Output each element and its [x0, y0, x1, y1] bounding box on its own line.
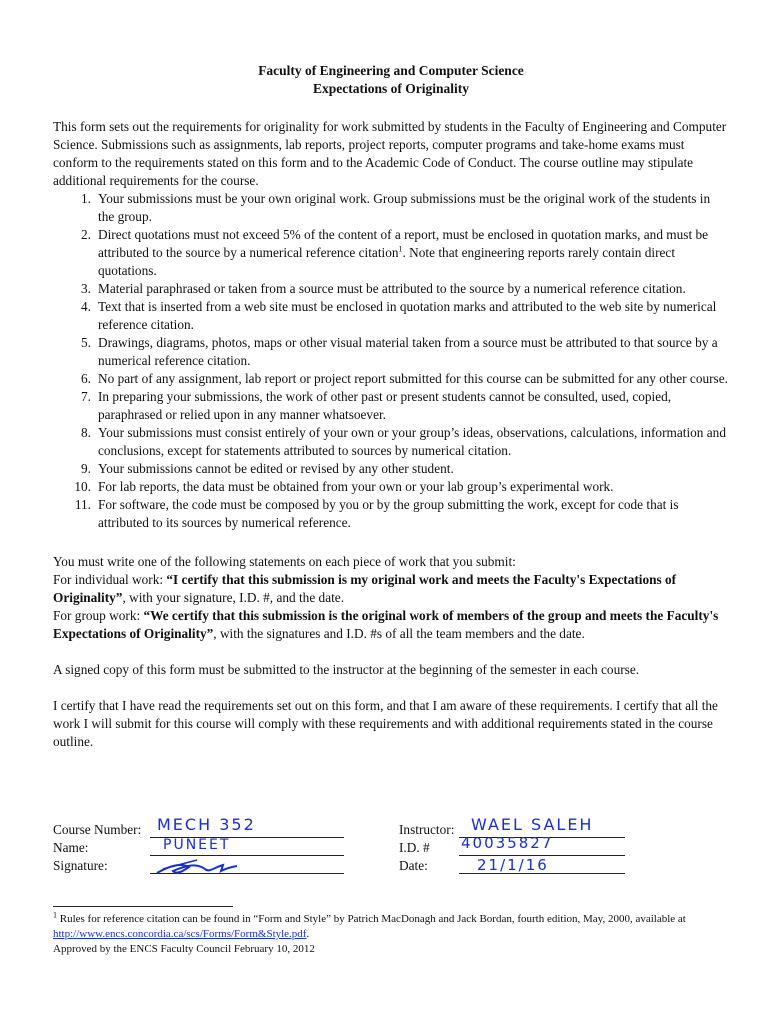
name-handwriting: PUNEET	[163, 837, 231, 853]
date-label: Date:	[399, 858, 428, 873]
list-item: 7. In preparing your submissions, the work of other past or present students cannot be consulted, used, copied, paraphrased or relied upon in any manner whatsoever.	[81, 389, 672, 422]
requirements-list	[53, 190, 729, 532]
statements-section	[53, 553, 729, 643]
certify-paragraph: I certify that I have read the requirements set out on this form, and that I am aware of these requirements. I certify that all the work I will submit for this course will comply with these requirements and with additional requirements stated in the course outline.	[53, 698, 718, 749]
approval-note: Approved by the ENCS Faculty Council February 10, 2012	[53, 943, 315, 955]
signature-scribble-icon	[153, 857, 243, 879]
list-item: 2. Direct quotations must not exceed 5% of the content of a report, must be enclosed in quotation marks, and must be attributed to the source by a numerical reference citation$^1$. Note that engineering reports rarely contain direct quotations.	[81, 227, 709, 278]
list-item: 10. For lab reports, the data must be obtained from your own or your lab group’s experimental work.	[74, 479, 614, 494]
statements-lead: You must write one of the following statements on each piece of work that you submit:	[53, 554, 516, 569]
list-item: 3. Material paraphrased or taken from a source must be attributed to the source by a numerical reference citation.	[81, 281, 686, 296]
footnote-text: $^1$ Rules for reference citation can be found in “Form and Style” by Patrich MacDonagh and Jack Bordan, fourth edition, May, 2000, available at http://www.encs.concordia.ca/scs/Forms/Form&Style.pdf.	[53, 910, 686, 940]
instructor-label: Instructor:	[399, 822, 455, 837]
id-handwriting: 40035827	[461, 834, 554, 852]
document-body	[53, 62, 729, 751]
course-number-handwriting: MECH 352	[157, 815, 256, 834]
signature-form	[53, 815, 729, 881]
faculty-title: Faculty of Engineering and Computer Science	[258, 63, 524, 78]
list-item: 4. Text that is inserted from a web site must be enclosed in quotation marks and attributed to the web site by numerical reference citation.	[81, 299, 717, 332]
group-statement: For group work: “We certify that this submission is the original work of members of the group and meets the Faculty's Expectations of Originality”, with the signatures and I.D. #s of all the team members and the date.	[53, 608, 719, 641]
name-label: Name:	[53, 840, 89, 855]
list-item: 8. Your submissions must consist entirely of your own or your group’s ideas, observations, calculations, information and conclusions, except for statements attributed to sources by numerical citation.	[81, 425, 726, 458]
date-handwriting: 21/1/16	[477, 856, 549, 874]
list-item: 9. Your submissions cannot be edited or revised by any other student.	[81, 461, 454, 476]
list-item: 5. Drawings, diagrams, photos, maps or other visual material taken from a source must be attributed to that source by a numerical reference citation.	[81, 335, 718, 368]
form-title: Expectations of Originality	[313, 81, 469, 96]
course-number-label: Course Number:	[53, 822, 142, 837]
individual-statement: For individual work: “I certify that this submission is my original work and meets the Faculty's Expectations of Originality”, with your signature, I.D. #, and the date.	[53, 572, 677, 605]
list-item: 6. No part of any assignment, lab report or project report submitted for this course can be submitted for any other course.	[81, 371, 728, 386]
footnote-divider	[53, 906, 233, 907]
form-and-style-link[interactable]: http://www.encs.concordia.ca/scs/Forms/Form&Style.pdf	[53, 928, 307, 940]
signed-copy-paragraph: A signed copy of this form must be submitted to the instructor at the beginning of the semester in each course.	[53, 662, 640, 677]
id-label: I.D. #	[399, 840, 430, 855]
instructor-handwriting: WAEL SALEH	[471, 815, 594, 834]
list-item: 11. For software, the code must be composed by you or by the group submitting the work, except for code that is attributed to its sources by numerical reference.	[74, 497, 679, 530]
footnote-marker: 1	[398, 244, 403, 254]
signature-label: Signature:	[53, 858, 108, 873]
list-item: 1. Your submissions must be your own original work. Group submissions must be the original work of the students in the group.	[81, 191, 711, 224]
footnote	[53, 912, 733, 957]
intro-paragraph: This form sets out the requirements for originality for work submitted by students in the Faculty of Engineering and Computer Science. Submissions such as assignments, lab reports, project reports, computer programs and take-home exams must conform to the requirements stated on this form and to the Academic Code of Conduct. The course outline may stipulate additional requirements for the course.	[53, 119, 727, 188]
